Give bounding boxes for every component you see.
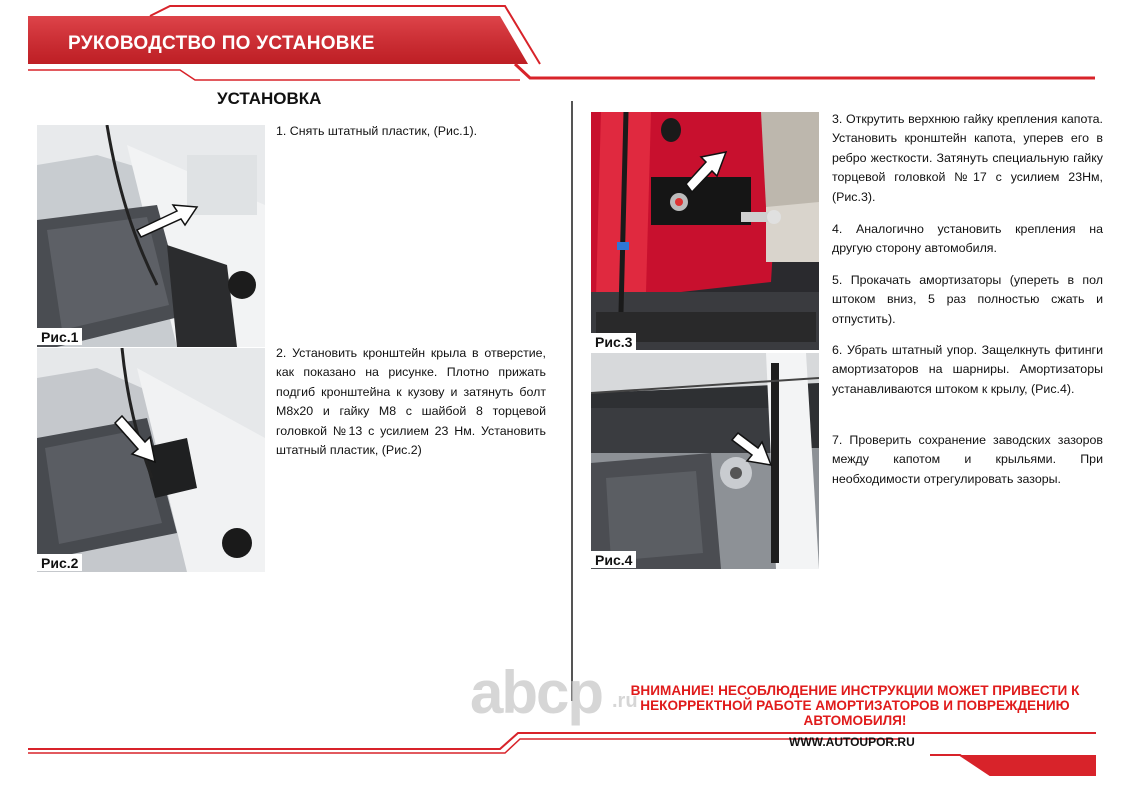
figure-3-photo (591, 112, 819, 350)
warning-line-3: АВТОМОБИЛЯ! (803, 713, 907, 728)
figure-3-label: Рис.3 (591, 333, 636, 350)
step-4-text: 4. Аналогично установить крепления на другую сторону автомобиля. (832, 222, 1103, 256)
step-5-text: 5. Прокачать амортизаторы (упереть в пол штоком вниз, 5 раз полностью сжать и отпустить). (832, 273, 1103, 326)
warning-line-2: НЕКОРРЕКТНОЙ РАБОТЕ АМОРТИЗАТОРОВ И ПОВРЕЖДЕНИЮ (640, 698, 1070, 713)
watermark-logo: abcp (470, 659, 603, 726)
footer-website-link[interactable]: WWW.AUTOUPOR.RU (789, 735, 915, 749)
section-title: УСТАНОВКА (217, 89, 322, 108)
step-1-text: 1. Снять штатный пластик, (Рис.1). (276, 124, 478, 138)
warning-line-1: ВНИМАНИЕ! НЕСОБЛЮДЕНИЕ ИНСТРУКЦИИ МОЖЕТ ПРИВЕСТИ К (630, 683, 1080, 698)
figure-2-label: Рис.2 (37, 554, 82, 571)
column-divider (571, 101, 573, 701)
step-2-text: 2. Установить кронштейн крыла в отверстие, как показано на рисунке. Плотно прижать подгиб кронштейна к кузову и затянуть болт М8х20 и гайку М8 с шайбой 8 торцевой головкой №13 с усилием 23 Нм. Установить штатный пластик, (Рис.2) (276, 346, 546, 458)
figure-1-photo (37, 125, 265, 347)
watermark-domain: .ru (612, 690, 638, 712)
step-7-text: 7. Проверить сохранение заводских зазоров между капотом и крыльями. При необходимости отрегулировать зазоры. (832, 433, 1103, 486)
footer-decoration (0, 725, 1132, 800)
step-3-text: 3. Открутить верхнюю гайку крепления капота. Установить кронштейн капота, уперев его в ребро жесткости. Затянуть специальную гайку торцевой головкой №17 с усилием 23Нм, (Рис.3). (832, 112, 1103, 204)
figure-4-label: Рис.4 (591, 551, 636, 568)
warning-notice (620, 683, 1090, 728)
figure-1-label: Рис.1 (37, 328, 82, 345)
header-title: РУКОВОДСТВО ПО УСТАНОВКЕ (68, 33, 375, 54)
figure-2-photo (37, 348, 265, 572)
figure-4-photo (591, 353, 819, 569)
step-6-text: 6. Убрать штатный упор. Защелкнуть фитинги амортизаторов на шарниры. Амортизаторы устанавливаются штоком к крылу, (Рис.4). (832, 343, 1103, 396)
